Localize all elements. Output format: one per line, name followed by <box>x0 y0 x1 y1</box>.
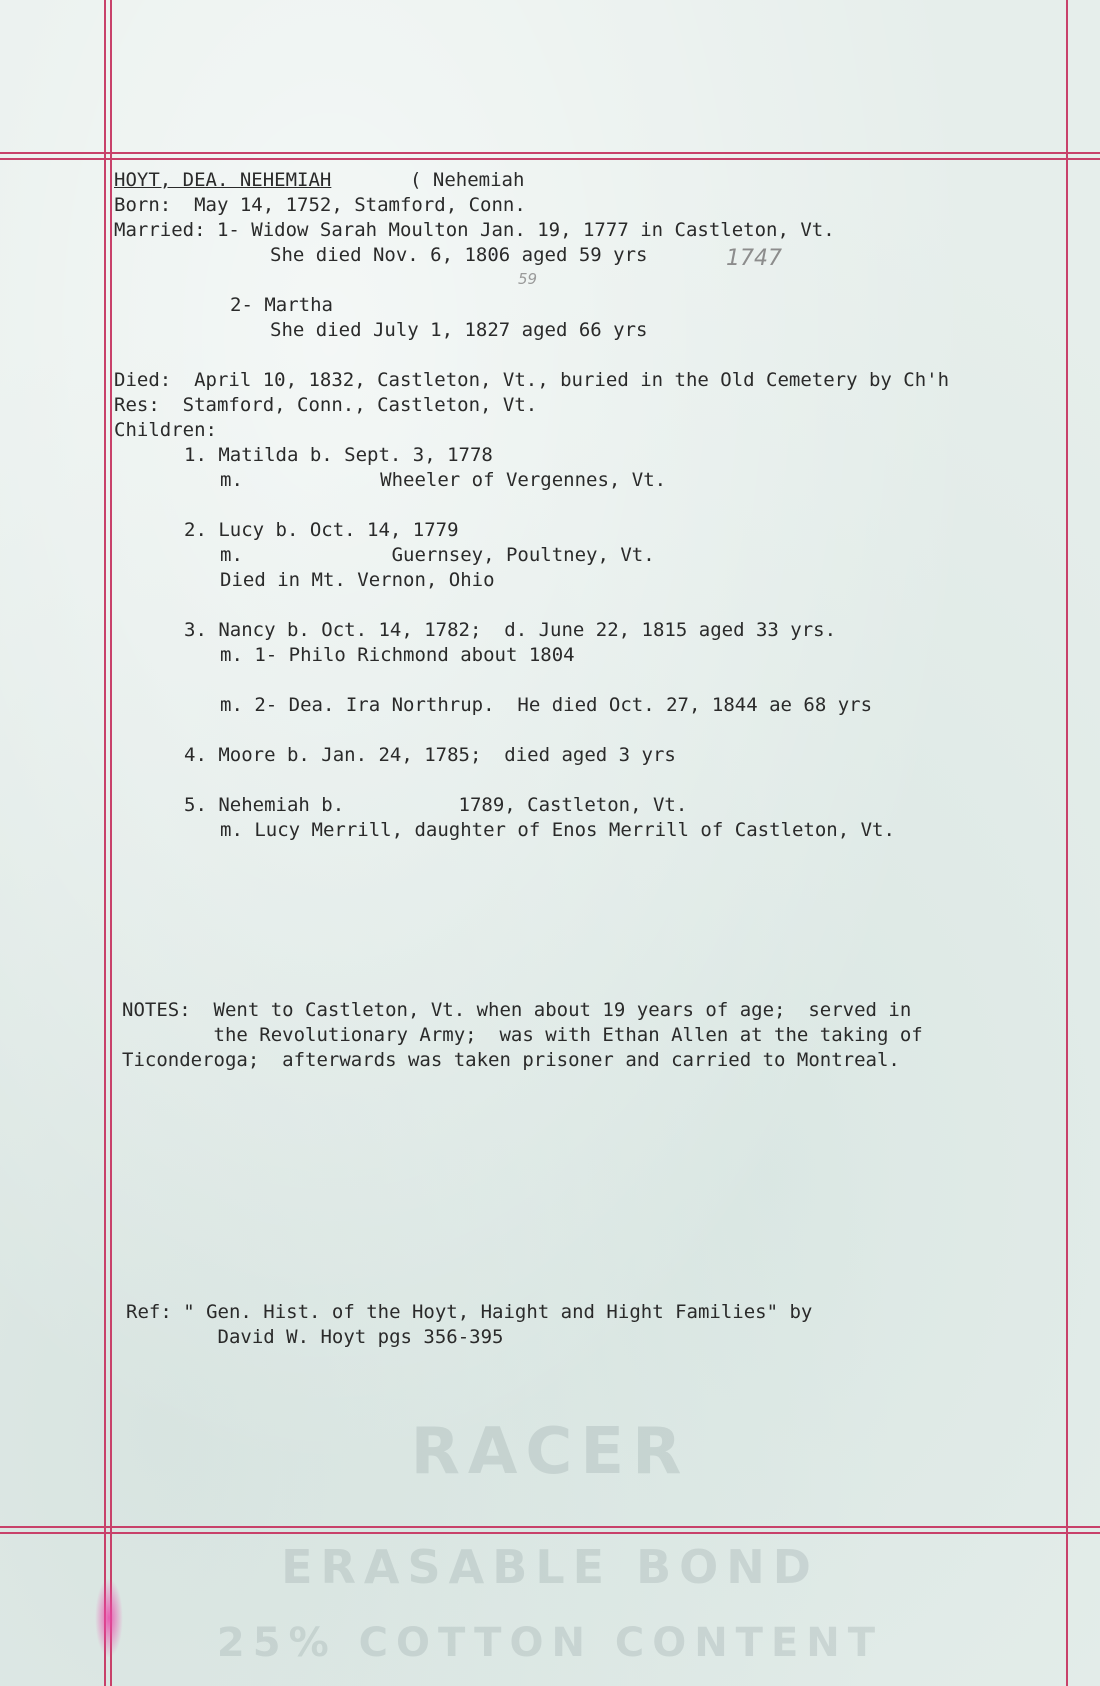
bottom-rule-double <box>0 1532 1100 1534</box>
child-3-marriage-2: m. 2- Dea. Ira Northrup. He died Oct. 27, 1844 ae 68 yrs <box>220 694 873 716</box>
pink-stain <box>95 1578 123 1658</box>
married-second-line: 2- Martha <box>230 294 333 316</box>
residence-line: Res: Stamford, Conn., Castleton, Vt. <box>114 394 538 416</box>
top-rule <box>0 152 1100 154</box>
watermark-racer: RACER <box>410 1415 690 1489</box>
watermark-erasable-bond: ERASABLE BOND <box>281 1540 819 1594</box>
child-5-marriage: m. Lucy Merrill, daughter of Enos Merrill of Castleton, Vt. <box>220 819 895 841</box>
bottom-rule <box>0 1526 1100 1528</box>
married-first-line: Married: 1- Widow Sarah Moulton Jan. 19, 1777 in Castleton, Vt. <box>114 219 835 241</box>
children-label: Children: <box>114 419 217 441</box>
reference-line-1: Ref: " Gen. Hist. of the Hoyt, Haight and Hight Families" by <box>126 1301 813 1323</box>
notes-line-3: Ticonderoga; afterwards was taken prisoner and carried to Montreal. <box>122 1049 900 1071</box>
child-4-main: 4. Moore b. Jan. 24, 1785; died aged 3 yrs <box>184 744 676 766</box>
notes-line-2: the Revolutionary Army; was with Ethan Allen at the taking of <box>122 1024 923 1046</box>
died-line: Died: April 10, 1832, Castleton, Vt., buried in the Old Cemetery by Ch'h <box>114 369 950 391</box>
notes-line-1: NOTES: Went to Castleton, Vt. when about 19 years of age; served in <box>122 999 912 1021</box>
child-2-death: Died in Mt. Vernon, Ohio <box>220 569 495 591</box>
married-first-died: She died Nov. 6, 1806 aged 59 yrs <box>270 244 648 266</box>
child-2-marriage: m. Guernsey, Poultney, Vt. <box>220 544 655 566</box>
pencil-age-annotation: 59 <box>518 270 538 288</box>
child-5-main: 5. Nehemiah b. 1789, Castleton, Vt. <box>184 794 688 816</box>
reference-line-2: David W. Hoyt pgs 356-395 <box>126 1326 504 1348</box>
child-1-main: 1. Matilda b. Sept. 3, 1778 <box>184 444 493 466</box>
child-2-main: 2. Lucy b. Oct. 14, 1779 <box>184 519 459 541</box>
child-1-marriage: m. Wheeler of Vergennes, Vt. <box>220 469 667 491</box>
married-second-died: She died July 1, 1827 aged 66 yrs <box>270 319 648 341</box>
record-heading-note: ( Nehemiah <box>410 169 525 191</box>
watermark-cotton-content: 25% COTTON CONTENT <box>216 1620 884 1666</box>
born-line: Born: May 14, 1752, Stamford, Conn. <box>114 194 526 216</box>
top-rule-double <box>0 158 1100 160</box>
child-3-marriage-1: m. 1- Philo Richmond about 1804 <box>220 644 575 666</box>
child-3-main: 3. Nancy b. Oct. 14, 1782; d. June 22, 1815 aged 33 yrs. <box>184 619 837 641</box>
pencil-year-annotation: 1747 <box>726 246 782 271</box>
record-heading: HOYT, DEA. NEHEMIAH <box>114 169 332 191</box>
